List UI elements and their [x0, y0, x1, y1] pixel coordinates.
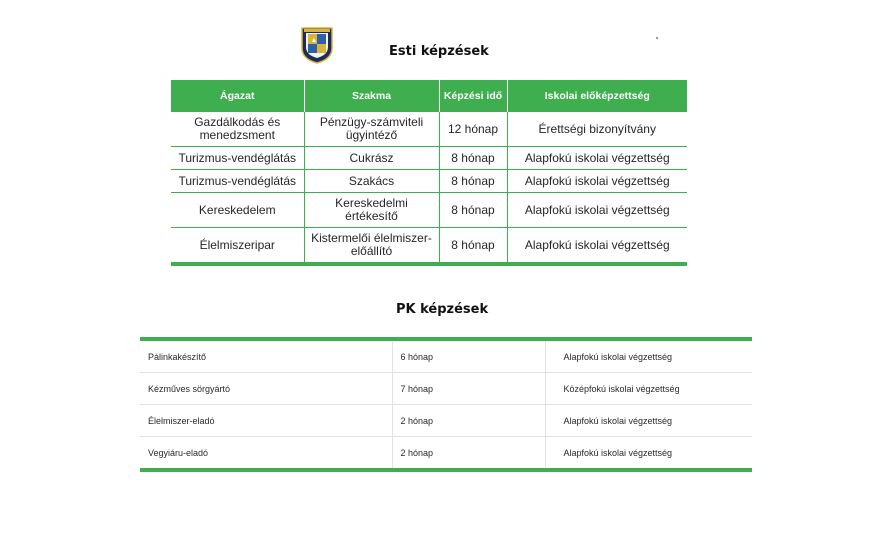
table-row: [140, 437, 752, 471]
pk-table: [140, 337, 752, 472]
table-row: [140, 405, 752, 437]
table-row: [171, 147, 687, 170]
cell-vegzettseg: Érettségi bizonyítvány: [507, 112, 687, 147]
table-row: [171, 170, 687, 193]
cell-szakma: Kézműves sörgyártó: [140, 373, 392, 405]
cell-ido: 7 hónap: [392, 373, 545, 405]
table-row: [140, 373, 752, 405]
cell-vegzettseg: Alapfokú iskolai végzettség: [507, 228, 687, 265]
cell-szakma: Pálinkakészítő: [140, 339, 392, 373]
cell-agazat: Kereskedelem: [171, 193, 304, 228]
cell-vegzettseg: Középfokú iskolai végzettség: [545, 373, 752, 405]
header-agazat: Ágazat: [171, 80, 304, 112]
cell-ido: 12 hónap: [439, 112, 507, 147]
esti-table: [171, 80, 687, 266]
table-row: [171, 228, 687, 265]
cell-agazat: Gazdálkodás és menedzsment: [171, 112, 304, 147]
cell-szakma: Pénzügy-számviteli ügyintéző: [304, 112, 439, 147]
cell-ido: 8 hónap: [439, 170, 507, 193]
esti-header-row: [171, 80, 687, 112]
cell-ido: 8 hónap: [439, 193, 507, 228]
cell-ido: 8 hónap: [439, 228, 507, 265]
cell-szakma: Élelmiszer-eladó: [140, 405, 392, 437]
cell-szakma: Szakács: [304, 170, 439, 193]
cell-vegzettseg: Alapfokú iskolai végzettség: [507, 170, 687, 193]
decorative-dot: [656, 37, 658, 39]
cell-vegzettseg: Alapfokú iskolai végzettség: [545, 339, 752, 373]
pk-title: PK képzések: [396, 302, 489, 317]
esti-title: Esti képzések: [389, 44, 489, 59]
school-crest-icon: [300, 26, 334, 64]
table-row: [171, 193, 687, 228]
cell-vegzettseg: Alapfokú iskolai végzettség: [545, 405, 752, 437]
cell-ido: 2 hónap: [392, 405, 545, 437]
cell-vegzettseg: Alapfokú iskolai végzettség: [507, 193, 687, 228]
cell-vegzettseg: Alapfokú iskolai végzettség: [507, 147, 687, 170]
cell-szakma: Vegyiáru-eladó: [148, 447, 209, 458]
table-row: [140, 339, 752, 373]
cell-szakma: Kereskedelmi értékesítő: [304, 193, 439, 228]
cell-szakma: Cukrász: [304, 147, 439, 170]
cell-ido: 8 hónap: [439, 147, 507, 170]
header-szakma: Szakma: [304, 80, 439, 112]
header-kepzesi-ido: Képzési idő: [439, 80, 507, 112]
cell-szakma: Kistermelői élelmiszer-előállító: [304, 228, 439, 265]
cell-agazat: Turizmus-vendéglátás: [171, 170, 304, 193]
cell-vegzettseg: Alapfokú iskolai végzettség: [545, 437, 752, 471]
header-eloképzettseg: Iskolai előképzettség: [507, 80, 687, 112]
cell-agazat: Turizmus-vendéglátás: [171, 147, 304, 170]
cell-agazat: Élelmiszeripar: [171, 228, 304, 265]
cell-ido: 2 hónap: [392, 437, 545, 471]
table-row: [171, 112, 687, 147]
cell-ido: 6 hónap: [392, 339, 545, 373]
